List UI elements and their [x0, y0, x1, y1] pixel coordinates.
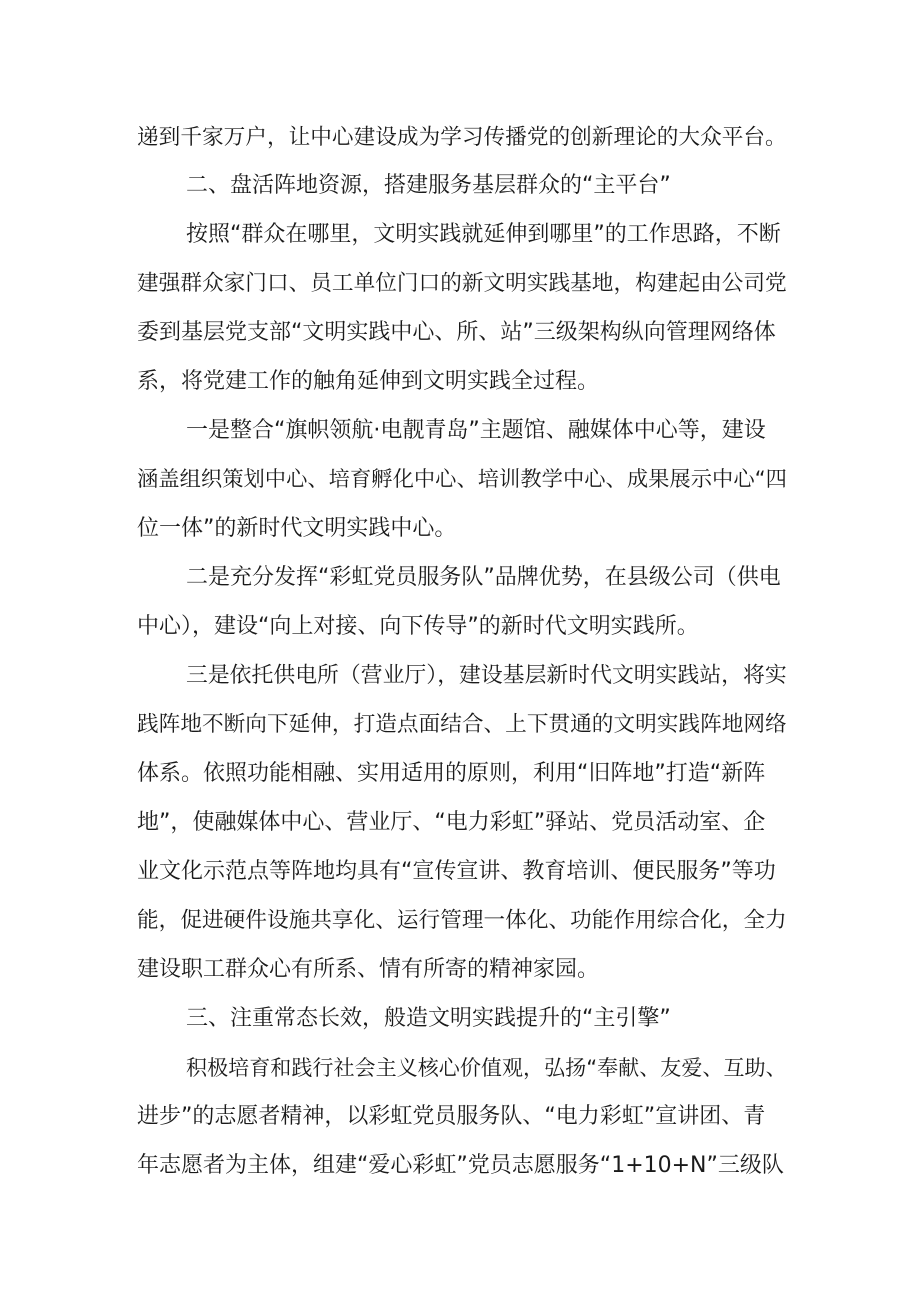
paragraph-line: 年志愿者为主体，组建“爱心彩虹”党员志愿服务“1+10+N”三级队: [137, 1153, 784, 1178]
paragraph-line: 委到基层党支部“文明实践中心、所、站”三级架构纵向管理网络体: [137, 320, 776, 345]
paragraph-line: 三是依托供电所（营业厅），建设基层新时代文明实践站，将实: [186, 663, 787, 688]
paragraph-line: 按照“群众在哪里，文明实践就延伸到哪里”的工作思路，不断: [186, 222, 781, 247]
paragraph-line: 地”，使融媒体中心、营业厅、“电力彩虹”驿站、党员活动室、企: [137, 810, 766, 835]
paragraph-line: 中心），建设“向上对接、向下传导”的新时代文明实践所。: [137, 614, 699, 639]
paragraph-line: 系，将党建工作的触角延伸到文明实践全过程。: [137, 369, 600, 394]
section-heading: 二、盘活阵地资源，搭建服务基层群众的“主平台”: [186, 173, 671, 198]
paragraph-line: 体系。依照功能相融、实用适用的原则，利用“旧阵地”打造“新阵: [137, 761, 766, 786]
paragraph-line: 积极培育和践行社会主义核心价值观，弘扬“奉献、友爱、互助、: [186, 1055, 787, 1080]
paragraph-line: 践阵地不断向下延伸，打造点面结合、上下贯通的文明实践阵地网络: [137, 712, 787, 737]
paragraph-line: 能，促进硬件设施共享化、运行管理一体化、功能作用综合化，全力: [137, 908, 787, 933]
section-heading: 三、注重常态长效，般造文明实践提升的“主引擎”: [186, 1006, 671, 1031]
paragraph-line: 建设职工群众心有所系、情有所寄的精神家园。: [137, 957, 600, 982]
paragraph-line: 业文化示范点等阵地均具有“宣传宣讲、教育培训、便民服务”等功: [137, 859, 776, 884]
paragraph-line: 一是整合“旗帜领航·电靓青岛”主题馆、融媒体中心等，建设: [186, 418, 766, 443]
paragraph-line: 二是充分发挥“彩虹党员服务队”品牌优势，在县级公司（供电: [186, 565, 781, 590]
paragraph-line: 递到千家万户，让中心建设成为学习传播党的创新理论的大众平台。: [137, 125, 787, 150]
paragraph-line: 位一体”的新时代文明实践中心。: [137, 516, 457, 541]
paragraph-line: 进步”的志愿者精神，以彩虹党员服务队、“电力彩虹”宣讲团、青: [137, 1104, 766, 1129]
paragraph-line: 建强群众家门口、员工单位门口的新文明实践基地，构建起由公司党: [137, 271, 787, 296]
paragraph-line: 涵盖组织策划中心、培育孵化中心、培训教学中心、成果展示中心“四: [137, 467, 787, 492]
